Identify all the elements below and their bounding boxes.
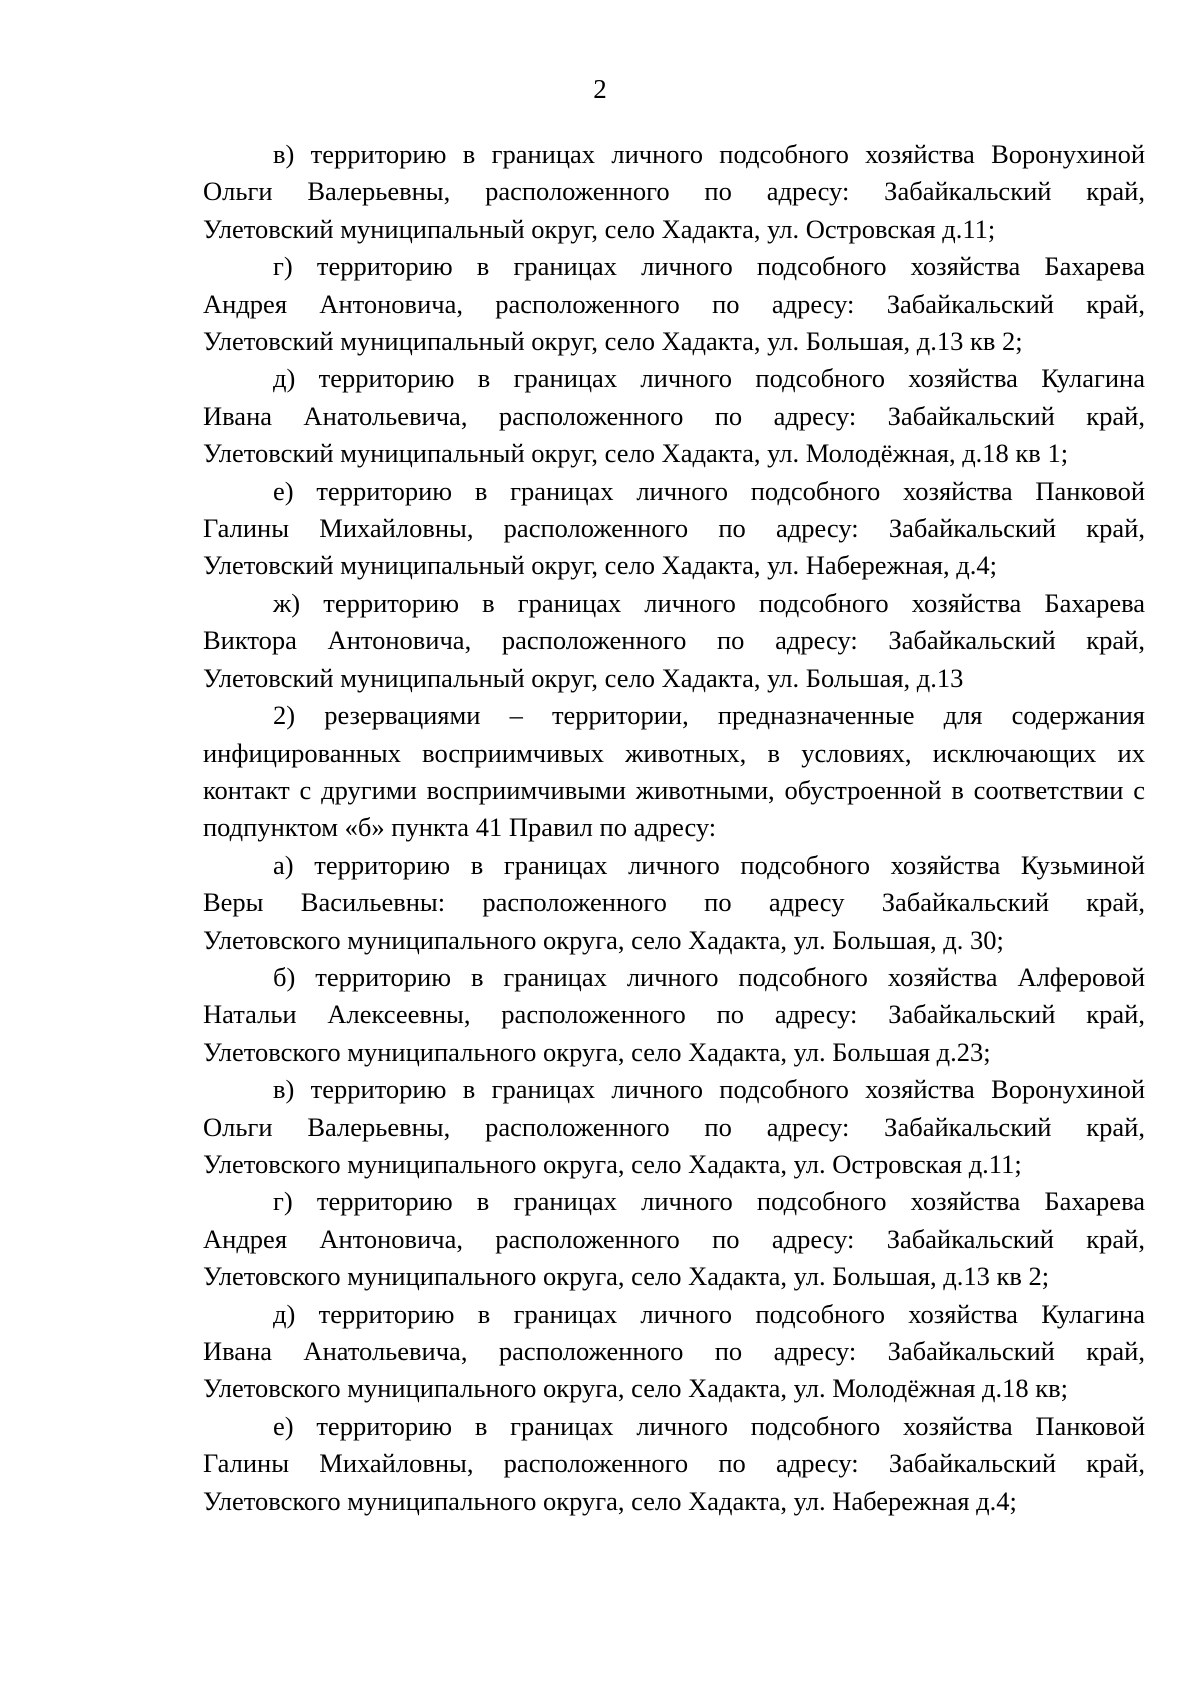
paragraph-first-line: а) территорию в границах личного подсобного хозяйства Кузьминой — [273, 849, 1145, 880]
paragraph-line: Улетовский муниципальный округ, село Хадакта, ул. Большая, д.13 кв 2; — [203, 326, 1023, 357]
paragraph-line: Натальи Алексеевны, расположенного по адресу: Забайкальский край, — [203, 999, 1145, 1030]
paragraph-line: Ольги Валерьевны, расположенного по адресу: Забайкальский край, — [203, 1111, 1145, 1142]
paragraph-first-line: в) территорию в границах личного подсобного хозяйства Воронухиной — [273, 1074, 1145, 1105]
paragraph-first-line: д) территорию в границах личного подсобного хозяйства Кулагина — [273, 1298, 1145, 1329]
paragraph-line: Галины Михайловны, расположенного по адресу: Забайкальский край, — [203, 513, 1145, 544]
paragraph-line: Галины Михайловны, расположенного по адресу: Забайкальский край, — [203, 1448, 1145, 1479]
paragraph-line: подпунктом «б» пункта 41 Правил по адресу: — [203, 812, 717, 843]
paragraph-first-line: 2) резервациями – территории, предназначенные для содержания — [273, 700, 1145, 731]
paragraph-line: Ольги Валерьевны, расположенного по адресу: Забайкальский край, — [203, 176, 1145, 207]
paragraph-line: Улетовского муниципального округа, село Хадакта, ул. Большая, д.13 кв 2; — [203, 1261, 1050, 1292]
paragraph-first-line: г) территорию в границах личного подсобного хозяйства Бахарева — [273, 251, 1145, 282]
paragraph-first-line: б) территорию в границах личного подсобного хозяйства Алферовой — [273, 961, 1145, 992]
paragraph-line: контакт с другими восприимчивыми животными, обустроенной в соответствии с — [203, 774, 1145, 805]
paragraph-line: инфицированных восприимчивых животных, в условиях, исключающих их — [203, 737, 1145, 768]
page-number: 2 — [593, 74, 607, 104]
paragraph-line: Улетовского муниципального округа, село Хадакта, ул. Молодёжная д.18 кв; — [203, 1373, 1069, 1404]
paragraph-first-line: д) территорию в границах личного подсобного хозяйства Кулагина — [273, 363, 1145, 394]
paragraph-first-line: ж) территорию в границах личного подсобного хозяйства Бахарева — [273, 587, 1145, 618]
paragraph-line: Улетовского муниципального округа, село Хадакта, ул. Большая, д. 30; — [203, 924, 1004, 955]
paragraph-line: Улетовского муниципального округа, село Хадакта, ул. Набережная д.4; — [203, 1485, 1017, 1516]
paragraph-line: Улетовский муниципальный округ, село Хадакта, ул. Большая, д.13 — [203, 662, 964, 693]
paragraph-line: Улетовский муниципальный округ, село Хадакта, ул. Набережная, д.4; — [203, 550, 997, 581]
paragraph-line: Ивана Анатольевича, расположенного по адресу: Забайкальский край, — [203, 400, 1145, 431]
paragraph-line: Андрея Антоновича, расположенного по адресу: Забайкальский край, — [203, 1223, 1145, 1254]
paragraph-line: Виктора Антоновича, расположенного по адресу: Забайкальский край, — [203, 625, 1145, 656]
paragraph-line: Улетовского муниципального округа, село Хадакта, ул. Островская д.11; — [203, 1148, 1022, 1179]
paragraph-first-line: е) территорию в границах личного подсобного хозяйства Панковой — [273, 475, 1145, 506]
paragraph-line: Ивана Анатольевича, расположенного по адресу: Забайкальский край, — [203, 1336, 1145, 1366]
paragraph-line: Улетовского муниципального округа, село Хадакта, ул. Большая д.23; — [203, 1036, 991, 1067]
paragraph-line: Улетовский муниципальный округ, село Хадакта, ул. Молодёжная, д.18 кв 1; — [203, 438, 1069, 469]
paragraph-line: Андрея Антоновича, расположенного по адресу: Забайкальский край, — [203, 288, 1145, 319]
paragraph-first-line: г) территорию в границах личного подсобного хозяйства Бахарева — [273, 1186, 1145, 1217]
paragraph-line: Улетовский муниципальный округ, село Хадакта, ул. Островская д.11; — [203, 213, 996, 244]
paragraph-first-line: в) территорию в границах личного подсобного хозяйства Воронухиной — [273, 139, 1145, 169]
paragraph-line: Веры Васильевны: расположенного по адресу Забайкальский край, — [203, 887, 1145, 918]
paragraph-first-line: е) территорию в границах личного подсобного хозяйства Панковой — [273, 1410, 1145, 1441]
document-body — [203, 136, 1145, 1520]
